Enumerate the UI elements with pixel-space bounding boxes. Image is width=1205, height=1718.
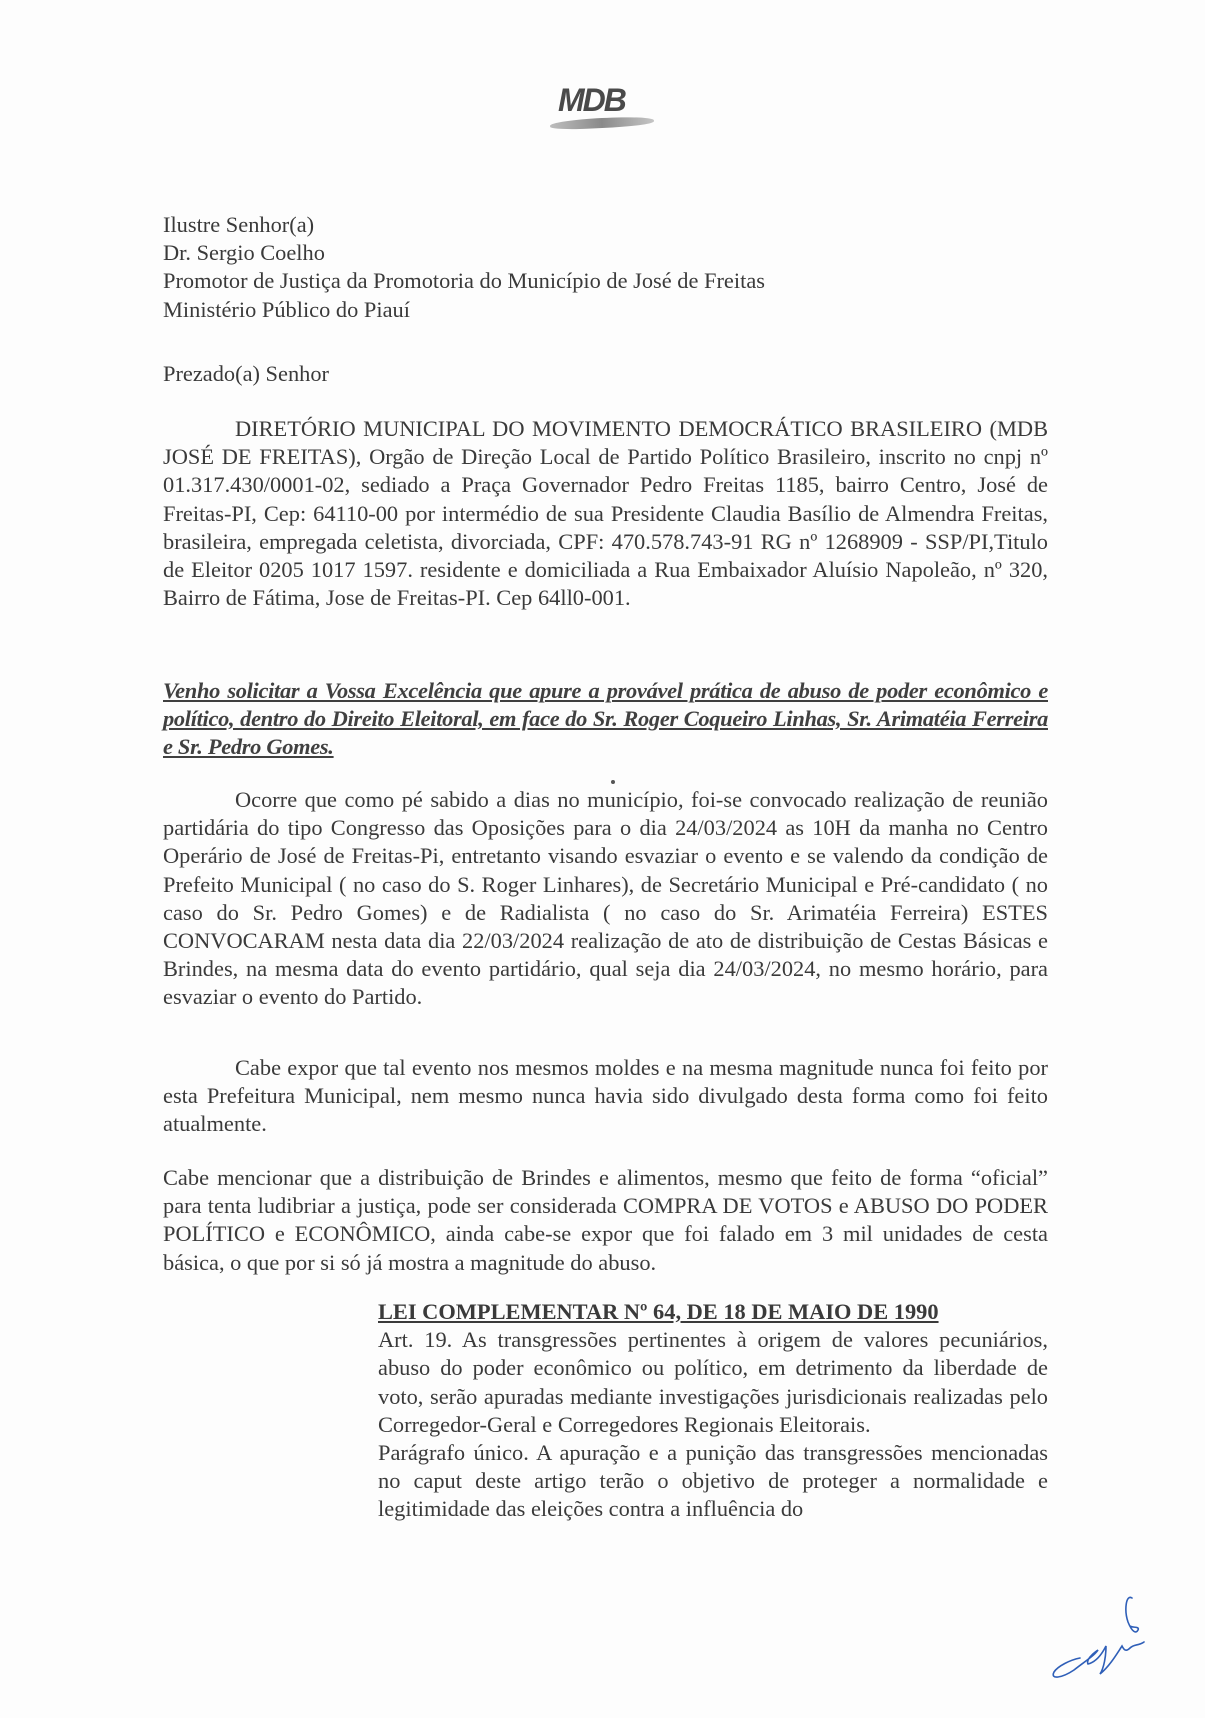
addressee-line: Ilustre Senhor(a) — [163, 212, 315, 237]
signature-stroke — [1053, 1597, 1144, 1677]
request-paragraph — [163, 677, 1048, 762]
intro-text: DIRETÓRIO MUNICIPAL DO MOVIMENTO DEMOCRÁTICO BRASILEIRO (MDB JOSÉ DE FREITAS), Orgão de Direção Local de Partido Político Brasileiro, inscrito no cnpj nº 01.317.430/0001-02, sediado a Praça Governador Pedro Freitas 1185, bairro Centro, José de Freitas-PI, Cep: 64110-00 por intermédio de sua Presidente Claudia Basílio de Almendra Freitas, brasileira, empregada celetista, divorciada, CPF: 470.578.743-91 RG nº 1268909 - SSP/PI,Titulo de Eleitor 0205 1017 1597. residente e domiciliada a Rua Embaixador Aluísio Napoleão, nº 320, Bairro de Fátima, Jose de Freitas-PI. Cep 64ll0-001. — [163, 416, 1048, 611]
law-article: Art. 19. As transgressões pertinentes à origem de valores pecuniários, abuso do poder econômico ou político, em detrimento da liberdade de voto, serão apuradas mediante investigações jurisdicionais realizadas pelo Corregedor-Geral e Corregedores Regionais Eleitorais. — [378, 1327, 1048, 1437]
intro-paragraph — [163, 415, 1048, 612]
signature — [1040, 1590, 1150, 1690]
addressee-block — [163, 211, 1048, 324]
mdb-logo — [550, 82, 660, 134]
body-text: Cabe expor que tal evento nos mesmos moldes e na mesma magnitude nunca foi feito por esta Prefeitura Municipal, nem mesmo nunca havia sido divulgado desta forma como foi feito atualmente. — [163, 1055, 1048, 1137]
addressee-line: Promotor de Justiça da Promotoria do Município de José de Freitas — [163, 268, 765, 294]
body-paragraph-1 — [163, 786, 1048, 1012]
salutation: Prezado(a) Senhor — [163, 361, 329, 386]
body-text: Cabe mencionar que a distribuição de Brindes e alimentos, mesmo que feito de forma “oficial” para tenta ludibriar a justiça, pode ser considerada COMPRA DE VOTOS e ABUSO DO PODER POLÍTICO e ECONÔMICO, ainda cabe-se expor que foi falado em 3 mil unidades de cesta básica, o que por si só já mostra a magnitude do abuso. — [163, 1165, 1048, 1275]
addressee-line: Dr. Sergio Coelho — [163, 240, 325, 266]
body-paragraph-3 — [163, 1164, 1048, 1277]
body-paragraph-2 — [163, 1054, 1048, 1139]
law-title: LEI COMPLEMENTAR Nº 64, DE 18 DE MAIO DE 1990 — [378, 1299, 939, 1324]
logo-text: MDB — [558, 82, 625, 118]
law-section — [378, 1298, 1048, 1524]
law-paragraph: Parágrafo único. A apuração e a punição das transgressões mencionadas no caput deste artigo terão o objetivo de proteger a normalidade e legitimidade das eleições contra a influência do — [378, 1440, 1048, 1522]
addressee-line: Ministério Público do Piauí — [163, 296, 410, 322]
request-text: Venho solicitar a Vossa Excelência que apure a provável prática de abuso de poder econômico e político, dentro do Direito Eleitoral, em face do Sr. Roger Coqueiro Linhas, Sr. Arimatéia Ferreira e Sr. Pedro Gomes. — [163, 678, 1048, 760]
body-text: Ocorre que como pé sabido a dias no município, foi-se convocado realização de reunião partidária do tipo Congresso das Oposições para o dia 24/03/2024 as 10H da manha no Centro Operário de José de Freitas-Pi, entretanto visando esvaziar o evento e se valendo da condição de Prefeito Municipal ( no caso do S. Roger Linhares), de Secretário Municipal e Pré-candidato ( no caso do Sr. Pedro Gomes) e de Radialista ( no caso do Sr. Arimatéia Ferreira) ESTES CONVOCARAM nesta data dia 22/03/2024 realização de ato de distribuição de Cestas Básicas e Brindes, na mesma data do evento partidário, qual seja dia 24/03/2024, no mesmo horário, para esvaziar o evento do Partido. — [163, 787, 1048, 1010]
stray-mark — [611, 780, 615, 784]
